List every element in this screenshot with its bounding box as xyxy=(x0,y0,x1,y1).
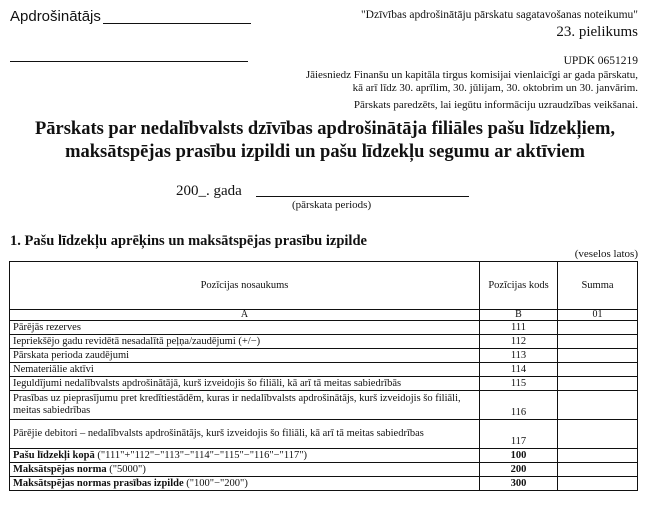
own-funds-table xyxy=(9,261,638,491)
total-row-code: 100 xyxy=(480,449,558,463)
row-sum-cell[interactable] xyxy=(558,363,638,377)
year-label: 200_. gada xyxy=(176,183,242,199)
period-line[interactable] xyxy=(256,196,469,197)
column-letter-row xyxy=(10,310,638,321)
table-header-row xyxy=(10,262,638,310)
total-row-label: Pašu līdzekļi kopā xyxy=(13,449,95,461)
header-position-name: Pozīcijas nosaukums xyxy=(10,262,480,310)
section-heading: 1. Pašu līdzekļu aprēķins un maksātspējas prasību izpilde xyxy=(10,233,367,249)
table-row xyxy=(10,349,638,363)
insurer-label: Apdrošinātājs xyxy=(10,8,101,25)
row-name: Ieguldījumi nedalībvalsts apdrošinātājā, kurš izveidojis šo filiāli, kā arī tā meitas sabiedrībās xyxy=(10,377,480,391)
column-letter-a: A xyxy=(10,310,480,321)
total-row xyxy=(10,449,638,463)
appendix-number: 23. pielikums xyxy=(556,24,638,40)
row-code: 116 xyxy=(480,391,558,420)
total-row-formula: ("111"+"112"−"113"−"114"−"115"−"116"−"117") xyxy=(94,449,307,461)
row-name: Pārējās rezerves xyxy=(10,321,480,335)
submission-note-line-2: kā arī līdz 30. aprīlim, 30. jūlijam, 30. oktobrim un 30. janvārim. xyxy=(352,82,638,94)
submission-note xyxy=(258,69,638,95)
form-code: UPDK 0651219 xyxy=(563,55,638,67)
header-sum: Summa xyxy=(558,262,638,310)
row-sum-cell[interactable] xyxy=(558,349,638,363)
row-code: 111 xyxy=(480,321,558,335)
row-sum-cell[interactable] xyxy=(558,321,638,335)
row-name: Iepriekšējo gadu revidētā nesadalītā peļņa/zaudējumi (+/−) xyxy=(10,335,480,349)
units-note: (veselos latos) xyxy=(574,248,638,260)
insurer-name-line[interactable] xyxy=(103,23,251,24)
column-letter-01: 01 xyxy=(558,310,638,321)
row-sum-cell[interactable] xyxy=(558,377,638,391)
total-row-sum-cell[interactable] xyxy=(558,463,638,477)
insurer-address-line[interactable] xyxy=(10,61,248,62)
table-row xyxy=(10,391,638,420)
purpose-note: Pārskats paredzēts, lai iegūtu informāciju uzraudzības veikšanai. xyxy=(353,99,638,111)
submission-note-line-1: Jāiesniedz Finanšu un kapitāla tirgus komisijai vienlaicīgi ar gada pārskatu, xyxy=(305,69,638,81)
row-sum-cell[interactable] xyxy=(558,391,638,420)
row-name: Prasības uz pieprasījumu pret kredītiestādēm, kuras ir nedalībvalsts apdrošinātājs, kurš izveidojis šo filiāli, meitas sabiedrības xyxy=(10,391,480,420)
header-position-code: Pozīcijas kods xyxy=(480,262,558,310)
row-name: Pārējie debitori – nedalībvalsts apdrošinātājs, kurš izveidojis šo filiāli, kā arī tā meitas sabiedrības xyxy=(10,420,480,449)
total-row-label: Maksātspējas norma xyxy=(13,463,107,475)
total-row-sum-cell[interactable] xyxy=(558,449,638,463)
row-name: Nemateriālie aktīvi xyxy=(10,363,480,377)
row-code: 115 xyxy=(480,377,558,391)
table-row xyxy=(10,335,638,349)
period-note: (pārskata periods) xyxy=(292,199,372,211)
report-title xyxy=(0,118,650,164)
row-code: 112 xyxy=(480,335,558,349)
total-row xyxy=(10,477,638,491)
total-row-label: Maksātspējas normas prasības izpilde xyxy=(13,477,184,489)
total-row-code: 200 xyxy=(480,463,558,477)
total-row-sum-cell[interactable] xyxy=(558,477,638,491)
total-row-formula: ("100"−"200") xyxy=(183,477,248,489)
table-row xyxy=(10,321,638,335)
total-row-name xyxy=(10,477,480,491)
report-title-line-2: maksātspējas prasību izpildi un pašu līdzekļu segumu ar aktīviem xyxy=(65,142,585,162)
total-row-code: 300 xyxy=(480,477,558,491)
row-sum-cell[interactable] xyxy=(558,420,638,449)
row-name: Pārskata perioda zaudējumi xyxy=(10,349,480,363)
report-title-line-1: Pārskats par nedalībvalsts dzīvības apdrošinātāja filiāles pašu līdzekļiem, xyxy=(34,119,616,139)
row-sum-cell[interactable] xyxy=(558,335,638,349)
table-row xyxy=(10,377,638,391)
row-code: 114 xyxy=(480,363,558,377)
table-row xyxy=(10,363,638,377)
row-code: 113 xyxy=(480,349,558,363)
table-row xyxy=(10,420,638,449)
regulation-title: "Dzīvības apdrošinātāju pārskatu sagatavošanas noteikumu" xyxy=(360,9,638,21)
total-row-name xyxy=(10,463,480,477)
column-letter-b: B xyxy=(480,310,558,321)
total-row xyxy=(10,463,638,477)
row-code: 117 xyxy=(480,420,558,449)
total-row-formula: ("5000") xyxy=(106,463,146,475)
total-row-name xyxy=(10,449,480,463)
